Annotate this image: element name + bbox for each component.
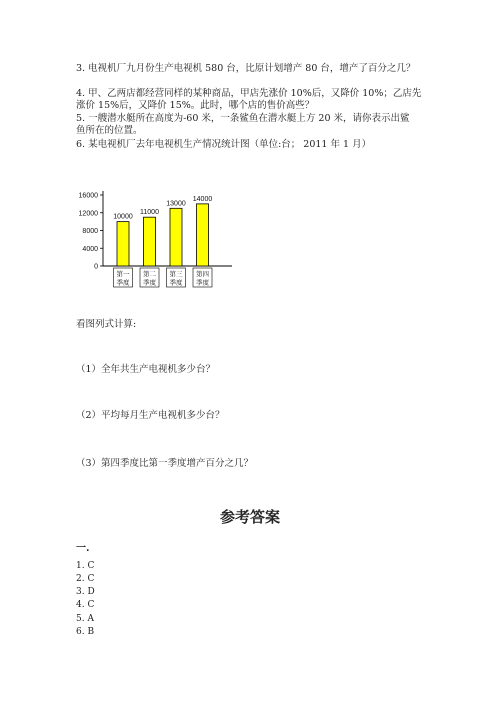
y-tick-label: 8000: [82, 228, 98, 235]
bar-value-label: 10000: [113, 213, 133, 221]
answers-title: 参考答案: [219, 508, 280, 526]
category-label: 第二: [143, 270, 156, 278]
bar: [144, 217, 156, 266]
question-4-line-1: 4. 甲、乙两店都经营同样的某种商品，甲店先涨价 10%后，又降价 10%；乙店先: [76, 88, 422, 99]
y-tick-label: 16000: [78, 192, 98, 200]
bar: [170, 208, 182, 266]
answer-6: 6. B: [76, 627, 95, 637]
category-label: 季度: [143, 278, 156, 287]
category-label: 第三: [169, 270, 183, 278]
bar-value-label: 11000: [140, 209, 159, 217]
category-label: 季度: [169, 278, 183, 287]
prompt-text: 看图列式计算:: [76, 319, 137, 330]
production-bar-chart: [70, 180, 250, 292]
bar-value-label: 13000: [166, 200, 186, 208]
question-3: 3. 电视机厂九月份生产电视机 580 台，比原计划增产 80 台，增产了百分之几？: [76, 63, 416, 74]
question-5-line-2: 鱼所在的位置。: [76, 125, 143, 136]
answer-3: 3. D: [76, 587, 95, 597]
question-5-line-1: 5. 一艘潜水艇所在高度为-60 米，一条鲨鱼在潜水艇上方 20 米，请你表示出鲨: [76, 113, 410, 124]
category-label: 季度: [116, 278, 130, 287]
answer-1: 1. C: [76, 561, 95, 571]
answer-5: 5. A: [76, 614, 94, 624]
bar: [197, 204, 209, 266]
category-label: 季度: [196, 278, 209, 287]
section-label: 一.: [76, 543, 90, 554]
answer-2: 2. C: [76, 574, 95, 584]
bar: [117, 222, 129, 266]
category-label: 第一: [116, 270, 130, 278]
question-4-line-2: 涨价 15%后，又降价 15%。此时，哪个店的售价高些？: [76, 100, 315, 111]
bar-value-label: 14000: [192, 195, 213, 203]
sub-question-3: （3）第四季度比第一季度增产百分之几？: [76, 458, 254, 469]
question-6: 6. 某电视机厂去年电视机生产情况统计图（单位:台； 2011 年 1 月）: [76, 139, 372, 150]
category-label: 第四: [196, 270, 209, 278]
sub-question-1: （1）全年共生产电视机多少台？: [76, 364, 216, 375]
sub-question-2: （2）平均每月生产电视机多少台？: [76, 410, 225, 421]
y-tick-label: 12000: [78, 210, 98, 218]
y-tick-label: 4000: [82, 245, 98, 253]
answer-4: 4. C: [76, 600, 95, 610]
y-tick-label: 0: [94, 263, 98, 271]
